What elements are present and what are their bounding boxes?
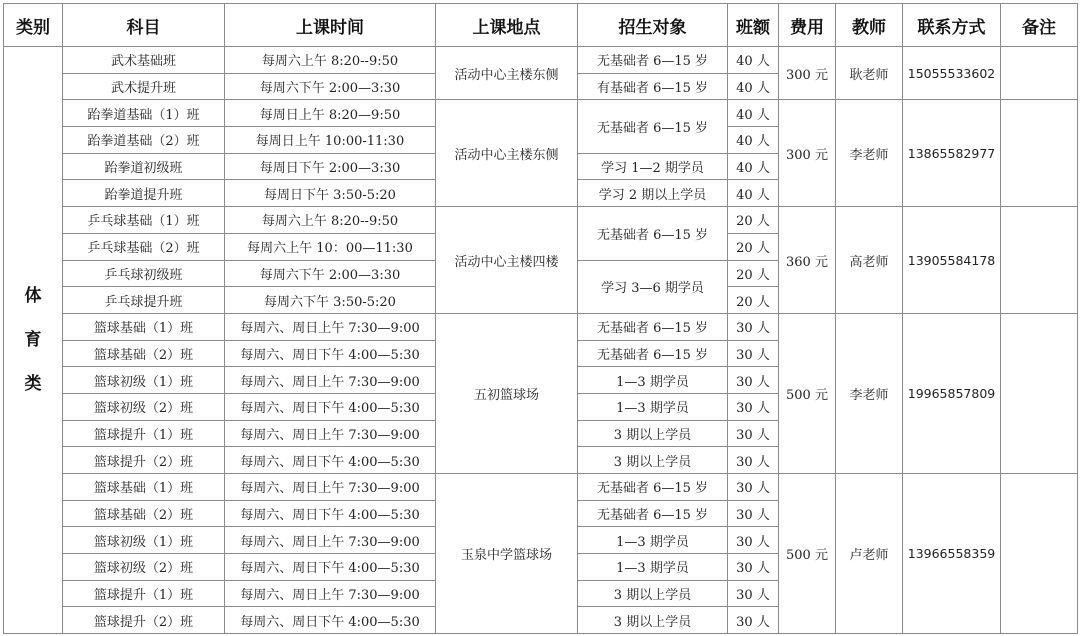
location-cell: 活动中心主楼东侧 <box>436 47 578 100</box>
capacity-cell: 40 人 <box>728 47 779 74</box>
phone-cell: 13966558359 <box>903 474 1001 634</box>
time-cell: 每周六、周日上午 7:30—9:00 <box>225 367 436 394</box>
time-cell: 每周六下午 2:00—3:30 <box>225 73 436 100</box>
subject-cell: 篮球基础（2）班 <box>63 500 225 527</box>
table-row <box>4 474 1078 501</box>
target-cell: 无基础者 6—15 岁 <box>578 313 728 340</box>
header-capacity: 班额 <box>728 4 779 47</box>
time-cell: 每周六上午 10：00—11:30 <box>225 233 436 260</box>
subject-cell: 篮球初级（1）班 <box>63 527 225 554</box>
category-char: 育 <box>24 330 42 351</box>
time-cell: 每周六、周日上午 7:30—9:00 <box>225 527 436 554</box>
time-cell: 每周六、周日上午 7:30—9:00 <box>225 313 436 340</box>
capacity-cell: 30 人 <box>728 580 779 607</box>
target-cell: 3 期以上学员 <box>578 420 728 447</box>
subject-cell: 乒乓球基础（2）班 <box>63 233 225 260</box>
fee-cell: 300 元 <box>779 100 836 207</box>
capacity-cell: 30 人 <box>728 554 779 581</box>
time-cell: 每周六下午 3:50-5:20 <box>225 287 436 314</box>
subject-cell: 武术基础班 <box>63 47 225 74</box>
time-cell: 每周六、周日下午 4:00—5:30 <box>225 393 436 420</box>
fee-cell: 500 元 <box>779 313 836 473</box>
capacity-cell: 40 人 <box>728 180 779 207</box>
capacity-cell: 40 人 <box>728 153 779 180</box>
target-cell: 无基础者 6—15 岁 <box>578 207 728 260</box>
subject-cell: 篮球提升（2）班 <box>63 447 225 474</box>
capacity-cell: 30 人 <box>728 527 779 554</box>
category-cell <box>4 47 63 634</box>
table-body <box>4 47 1078 634</box>
fee-cell: 300 元 <box>779 47 836 100</box>
target-cell: 3 期以上学员 <box>578 607 728 634</box>
target-cell: 学习 1—2 期学员 <box>578 153 728 180</box>
time-cell: 每周六、周日下午 4:00—5:30 <box>225 340 436 367</box>
time-cell: 每周六上午 8:20--9:50 <box>225 47 436 74</box>
header-row <box>4 4 1078 47</box>
subject-cell: 篮球基础（1）班 <box>63 313 225 340</box>
subject-cell: 篮球基础（2）班 <box>63 340 225 367</box>
header-remarks: 备注 <box>1001 4 1078 47</box>
subject-cell: 篮球基础（1）班 <box>63 474 225 501</box>
time-cell: 每周六、周日下午 4:00—5:30 <box>225 447 436 474</box>
phone-cell: 13905584178 <box>903 207 1001 314</box>
subject-cell: 乒乓球初级班 <box>63 260 225 287</box>
subject-cell: 篮球初级（2）班 <box>63 393 225 420</box>
remarks-cell <box>1001 474 1078 634</box>
capacity-cell: 30 人 <box>728 367 779 394</box>
subject-cell: 乒乓球基础（1）班 <box>63 207 225 234</box>
time-cell: 每周日上午 10:00-11:30 <box>225 127 436 154</box>
capacity-cell: 40 人 <box>728 73 779 100</box>
capacity-cell: 20 人 <box>728 233 779 260</box>
capacity-cell: 30 人 <box>728 474 779 501</box>
time-cell: 每周六下午 2:00—3:30 <box>225 260 436 287</box>
time-cell: 每周六、周日下午 4:00—5:30 <box>225 500 436 527</box>
time-cell: 每周六、周日上午 7:30—9:00 <box>225 580 436 607</box>
category-char: 类 <box>24 374 42 395</box>
remarks-cell <box>1001 100 1078 207</box>
capacity-cell: 20 人 <box>728 207 779 234</box>
subject-cell: 篮球提升（1）班 <box>63 580 225 607</box>
location-cell: 活动中心主楼东侧 <box>436 100 578 207</box>
subject-cell: 武术提升班 <box>63 73 225 100</box>
time-cell: 每周日下午 3:50-5:20 <box>225 180 436 207</box>
target-cell: 3 期以上学员 <box>578 447 728 474</box>
target-cell: 学习 3—6 期学员 <box>578 260 728 313</box>
table-row <box>4 313 1078 340</box>
teacher-cell: 李老师 <box>836 100 903 207</box>
capacity-cell: 30 人 <box>728 340 779 367</box>
time-cell: 每周日上午 8:20—9:50 <box>225 100 436 127</box>
capacity-cell: 30 人 <box>728 420 779 447</box>
phone-cell: 15055533602 <box>903 47 1001 100</box>
subject-cell: 篮球初级（2）班 <box>63 554 225 581</box>
target-cell: 有基础者 6—15 岁 <box>578 73 728 100</box>
header-location: 上课地点 <box>436 4 578 47</box>
subject-cell: 跆拳道基础（2）班 <box>63 127 225 154</box>
target-cell: 学习 2 期以上学员 <box>578 180 728 207</box>
subject-cell: 乒乓球提升班 <box>63 287 225 314</box>
capacity-cell: 30 人 <box>728 393 779 420</box>
capacity-cell: 30 人 <box>728 500 779 527</box>
target-cell: 无基础者 6—15 岁 <box>578 500 728 527</box>
teacher-cell: 李老师 <box>836 313 903 473</box>
course-schedule-table <box>3 3 1078 634</box>
capacity-cell: 40 人 <box>728 100 779 127</box>
time-cell: 每周六、周日上午 7:30—9:00 <box>225 474 436 501</box>
time-cell: 每周六、周日上午 7:30—9:00 <box>225 420 436 447</box>
target-cell: 1—3 期学员 <box>578 554 728 581</box>
header-contact: 联系方式 <box>903 4 1001 47</box>
target-cell: 无基础者 6—15 岁 <box>578 474 728 501</box>
header-teacher: 教师 <box>836 4 903 47</box>
category-char: 体 <box>24 286 42 307</box>
target-cell: 无基础者 6—15 岁 <box>578 47 728 74</box>
subject-cell: 跆拳道提升班 <box>63 180 225 207</box>
time-cell: 每周六、周日下午 4:00—5:30 <box>225 607 436 634</box>
location-cell: 玉泉中学篮球场 <box>436 474 578 634</box>
subject-cell: 篮球初级（1）班 <box>63 367 225 394</box>
subject-cell: 跆拳道初级班 <box>63 153 225 180</box>
location-cell: 五初篮球场 <box>436 313 578 473</box>
header-category: 类别 <box>4 4 63 47</box>
teacher-cell: 卢老师 <box>836 474 903 634</box>
capacity-cell: 30 人 <box>728 607 779 634</box>
subject-cell: 篮球提升（1）班 <box>63 420 225 447</box>
header-subject: 科目 <box>63 4 225 47</box>
capacity-cell: 20 人 <box>728 287 779 314</box>
header-fee: 费用 <box>779 4 836 47</box>
target-cell: 1—3 期学员 <box>578 393 728 420</box>
remarks-cell <box>1001 47 1078 100</box>
capacity-cell: 30 人 <box>728 447 779 474</box>
target-cell: 3 期以上学员 <box>578 580 728 607</box>
location-cell: 活动中心主楼四楼 <box>436 207 578 314</box>
fee-cell: 360 元 <box>779 207 836 314</box>
remarks-cell <box>1001 313 1078 473</box>
target-cell: 无基础者 6—15 岁 <box>578 100 728 153</box>
table-row <box>4 47 1078 74</box>
teacher-cell: 耿老师 <box>836 47 903 100</box>
subject-cell: 篮球提升（2）班 <box>63 607 225 634</box>
teacher-cell: 高老师 <box>836 207 903 314</box>
remarks-cell <box>1001 207 1078 314</box>
capacity-cell: 20 人 <box>728 260 779 287</box>
target-cell: 无基础者 6—15 岁 <box>578 340 728 367</box>
target-cell: 1—3 期学员 <box>578 527 728 554</box>
table-row <box>4 100 1078 127</box>
time-cell: 每周日下午 2:00—3:30 <box>225 153 436 180</box>
table-row <box>4 207 1078 234</box>
target-cell: 1—3 期学员 <box>578 367 728 394</box>
time-cell: 每周六上午 8:20--9:50 <box>225 207 436 234</box>
capacity-cell: 30 人 <box>728 313 779 340</box>
header-time: 上课时间 <box>225 4 436 47</box>
phone-cell: 19965857809 <box>903 313 1001 473</box>
subject-cell: 跆拳道基础（1）班 <box>63 100 225 127</box>
time-cell: 每周六、周日下午 4:00—5:30 <box>225 554 436 581</box>
phone-cell: 13865582977 <box>903 100 1001 207</box>
capacity-cell: 40 人 <box>728 127 779 154</box>
fee-cell: 500 元 <box>779 474 836 634</box>
header-target: 招生对象 <box>578 4 728 47</box>
